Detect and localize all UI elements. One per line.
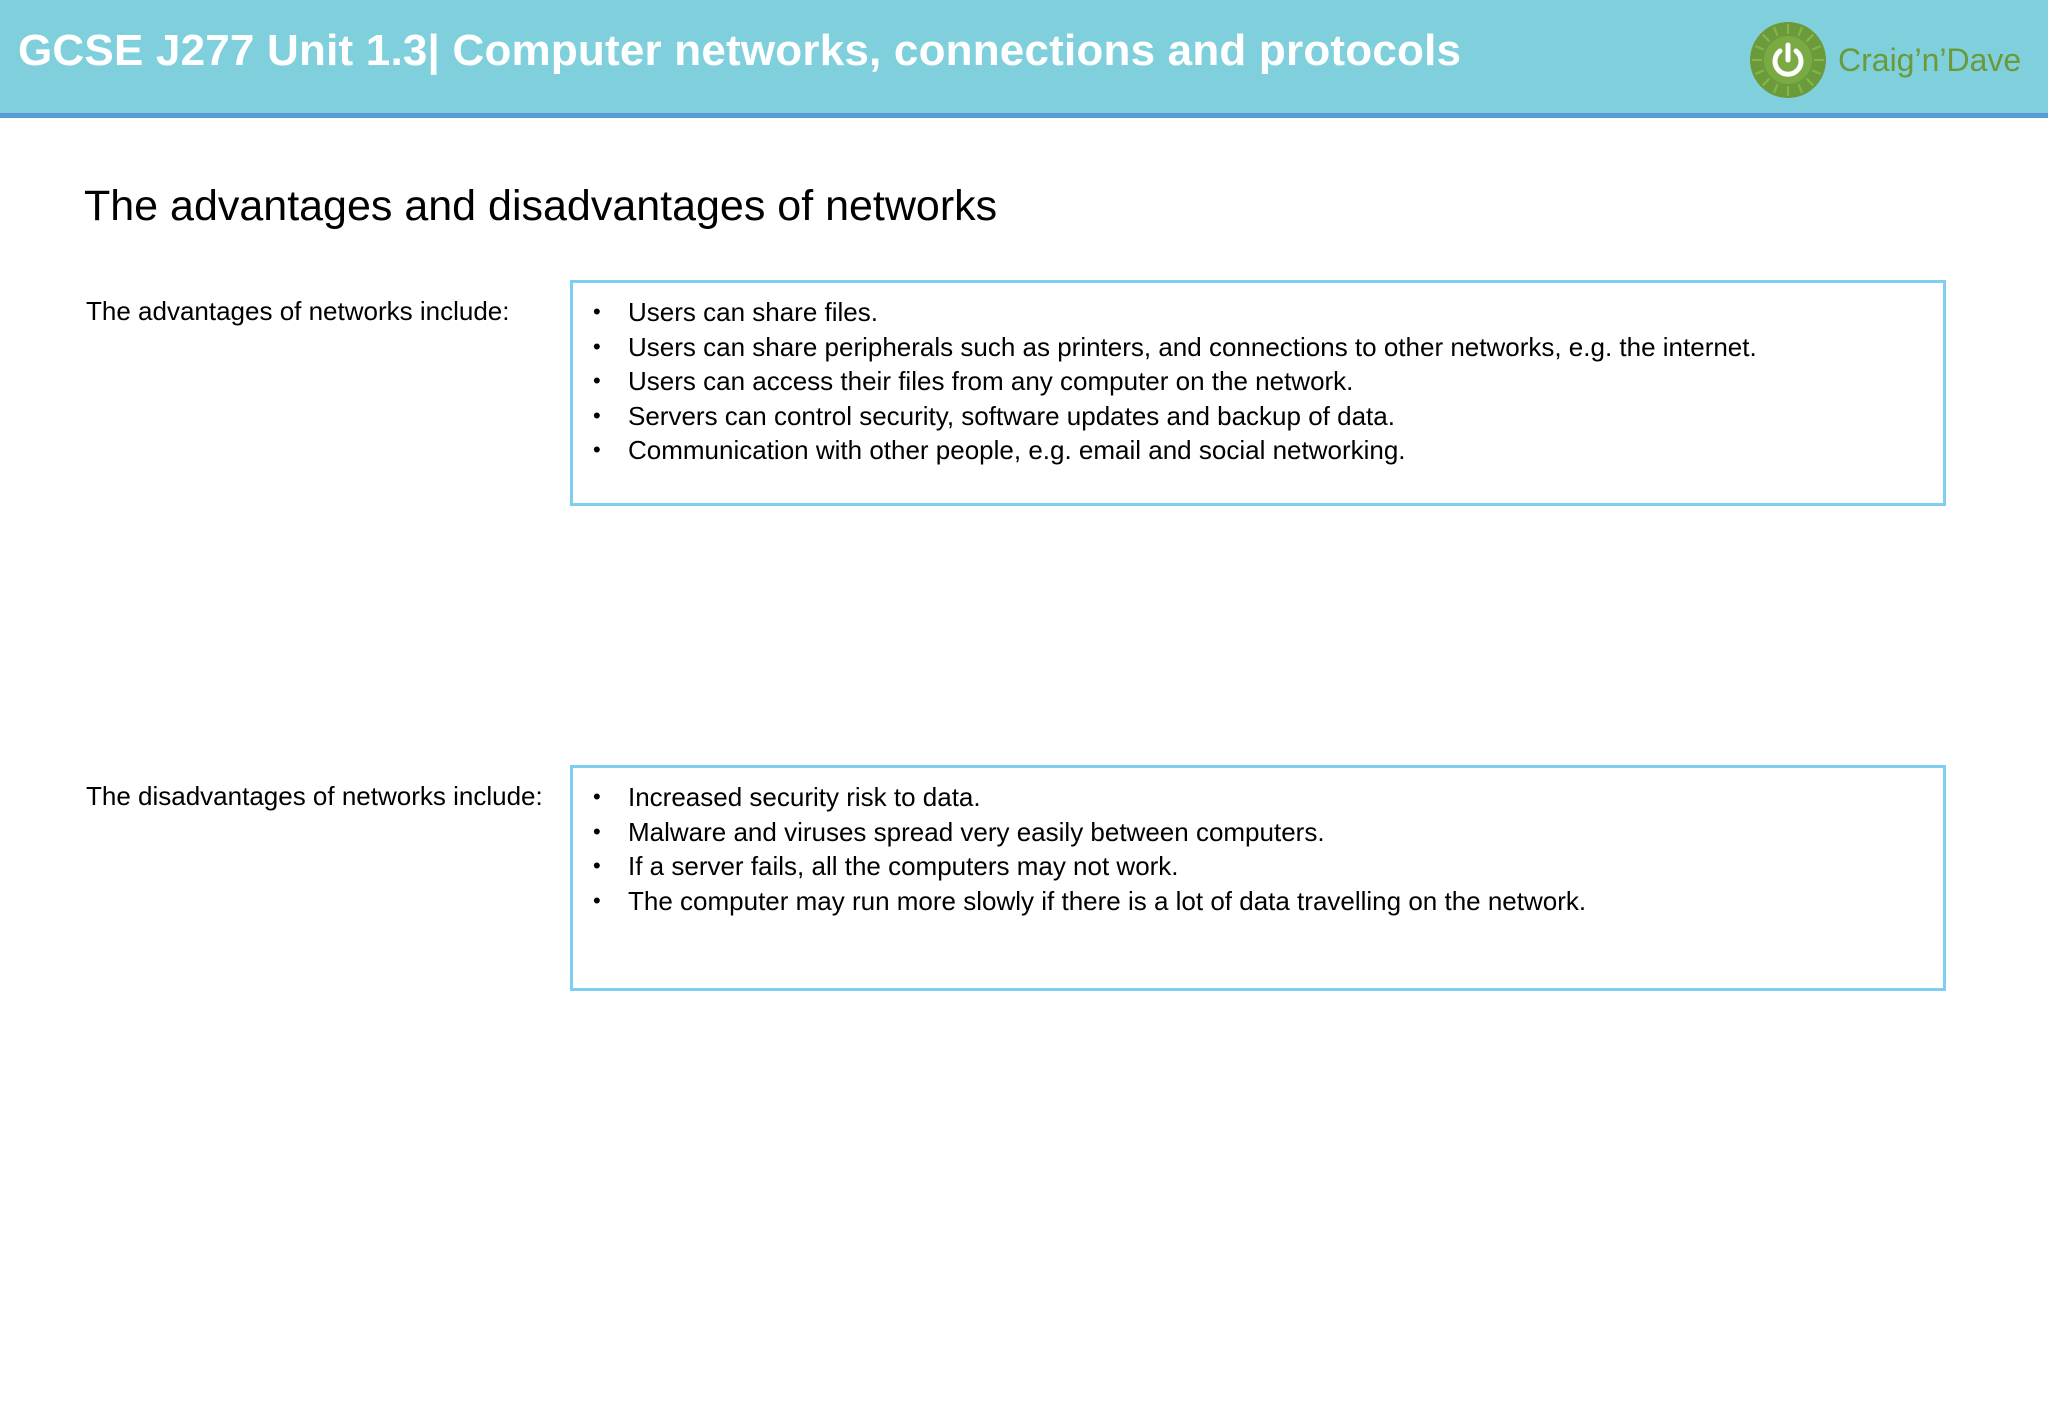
list-item-text: Users can access their files from any computer on the network. [628,366,1354,396]
header-title: GCSE J277 Unit 1.3| Computer networks, connections and protocols [18,26,1462,75]
list-item-text: Malware and viruses spread very easily between computers. [628,816,1325,847]
list-item [593,364,1943,399]
bullet-icon: • [593,784,601,809]
bullet-icon: • [593,437,601,462]
bullet-icon: • [593,887,601,913]
list-item-text: Servers can control security, software updates and backup of data. [628,400,1395,431]
list-item [593,295,1943,330]
list-item [593,433,1943,468]
advantages-box [570,280,1946,506]
list-item-text: Communication with other people, e.g. email and social networking. [628,435,1406,465]
disadvantages-box [570,765,1946,991]
bullet-icon: • [593,402,601,428]
bullet-icon: • [593,299,601,324]
list-item [593,780,1943,815]
list-item-text: Increased security risk to data. [628,782,981,812]
disadvantages-label: The disadvantages of networks include: [86,781,543,811]
list-item [593,884,1943,919]
advantages-label: The advantages of networks include: [86,296,510,326]
logo-text: Craig’n’Dave [1838,42,2022,78]
list-item [593,399,1943,434]
slide-heading: The advantages and disadvantages of networks [84,182,998,230]
brand-logo [1746,18,2036,102]
list-item-text: Users can share files. [628,297,878,327]
list-item-text: If a server fails, all the computers may not work. [628,851,1179,881]
list-item [593,330,1943,365]
bullet-icon: • [593,853,601,878]
bullet-icon: • [593,333,601,359]
disadvantages-list [573,768,1943,918]
list-item [593,815,1943,850]
bullet-icon: • [593,368,601,393]
list-item [593,849,1943,884]
bullet-icon: • [593,818,601,844]
header-bar [0,0,2048,118]
advantages-list [573,283,1943,468]
list-item-text: Users can share peripherals such as printers, and connections to other networks, e.g. the internet. [628,331,1757,362]
power-logo-icon [1746,18,1830,102]
list-item-text: The computer may run more slowly if there is a lot of data travelling on the network. [628,885,1587,916]
